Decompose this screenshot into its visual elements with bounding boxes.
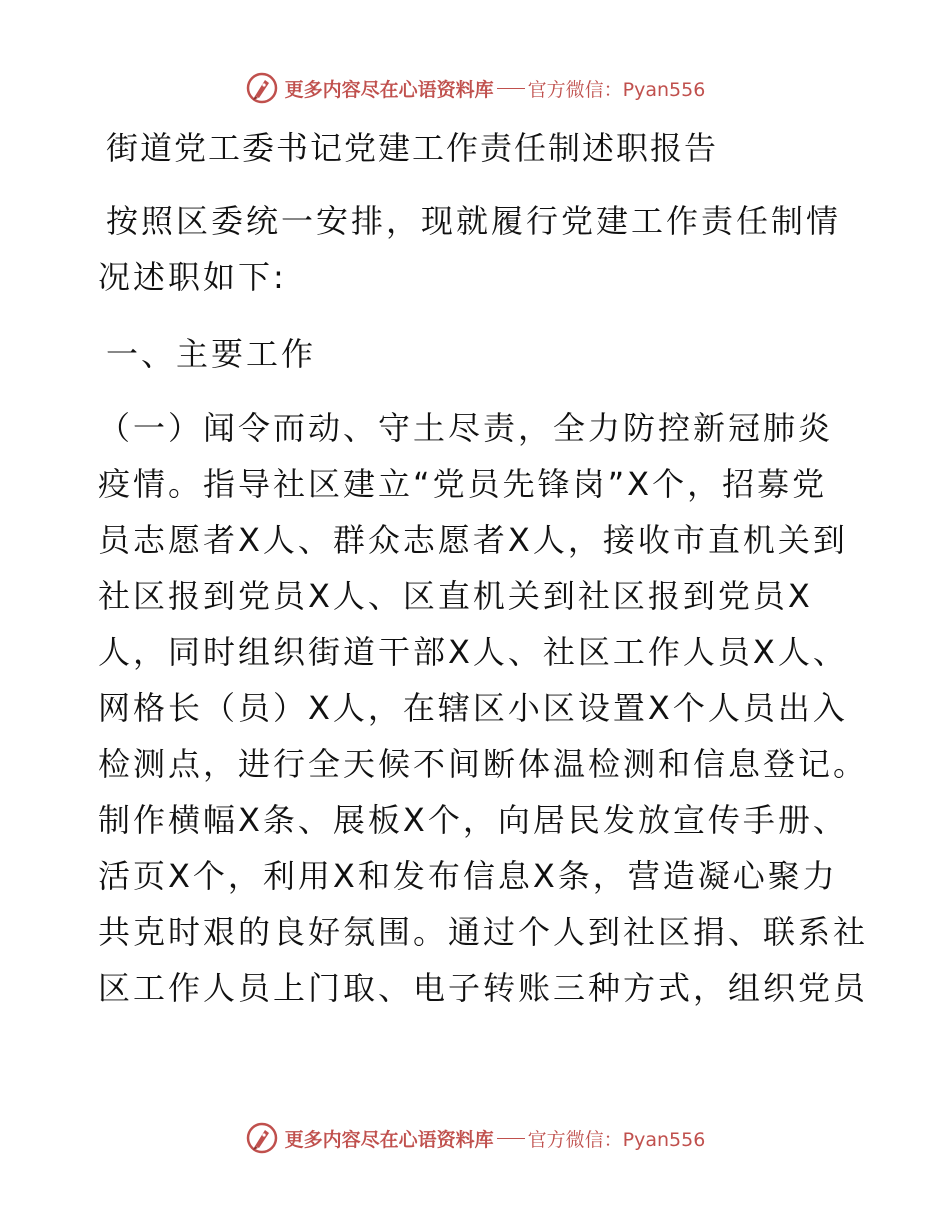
paragraph-line: 疫情。指导社区建立“党员先锋岗”X个，招募党	[98, 465, 828, 503]
paragraph-line: 活页X个，利用X和发布信息X条，营造凝心聚力	[98, 857, 838, 895]
intro-paragraph	[98, 193, 858, 305]
document-title: 街道党工委书记党建工作责任制述职报告	[106, 129, 719, 167]
paragraph-line: 制作横幅X条、展板X个，向居民发放宣传手册、	[98, 801, 848, 839]
watermark-text: 更多内容尽在心语资料库	[284, 1128, 494, 1151]
pen-nib-logo-icon	[245, 71, 279, 105]
watermark-official-account: 官方微信：Pyan556	[527, 78, 706, 101]
paragraph-line: 共克时艰的良好氛围。通过个人到社区捐、联系社	[98, 913, 869, 951]
paragraph-line: 检测点，进行全天候不间断体温检测和信息登记。	[98, 745, 869, 783]
paragraph-line: （一）闻令而动、守土尽责，全力防控新冠肺炎	[98, 409, 834, 447]
watermark-dash	[497, 88, 525, 89]
paragraph-line: 员志愿者X人、群众志愿者X人，接收市直机关到	[98, 521, 848, 559]
paragraph-line: 区工作人员上门取、电子转账三种方式，组织党员	[98, 969, 869, 1007]
watermark-official-account: 官方微信：Pyan556	[527, 1128, 706, 1151]
paragraph-line: 网格长（员）X人，在辖区小区设置X个人员出入	[98, 689, 848, 727]
paragraph-line: 人，同时组织街道干部X人、社区工作人员X人、	[98, 633, 848, 671]
section-heading-text: 一、主要工作	[106, 335, 317, 373]
intro-line: 况述职如下:	[98, 258, 287, 296]
watermark-text: 更多内容尽在心语资料库	[284, 78, 494, 101]
intro-line: 按照区委统一安排，现就履行党建工作责任制情	[106, 202, 842, 240]
body-paragraph	[98, 400, 869, 1016]
pen-nib-logo-icon	[245, 1121, 279, 1155]
footer-watermark	[0, 1120, 950, 1156]
paragraph-line: 社区报到党员X人、区直机关到社区报到党员X	[98, 577, 813, 615]
watermark-dash	[497, 1138, 525, 1139]
header-watermark	[0, 70, 950, 106]
section-heading	[98, 326, 858, 382]
